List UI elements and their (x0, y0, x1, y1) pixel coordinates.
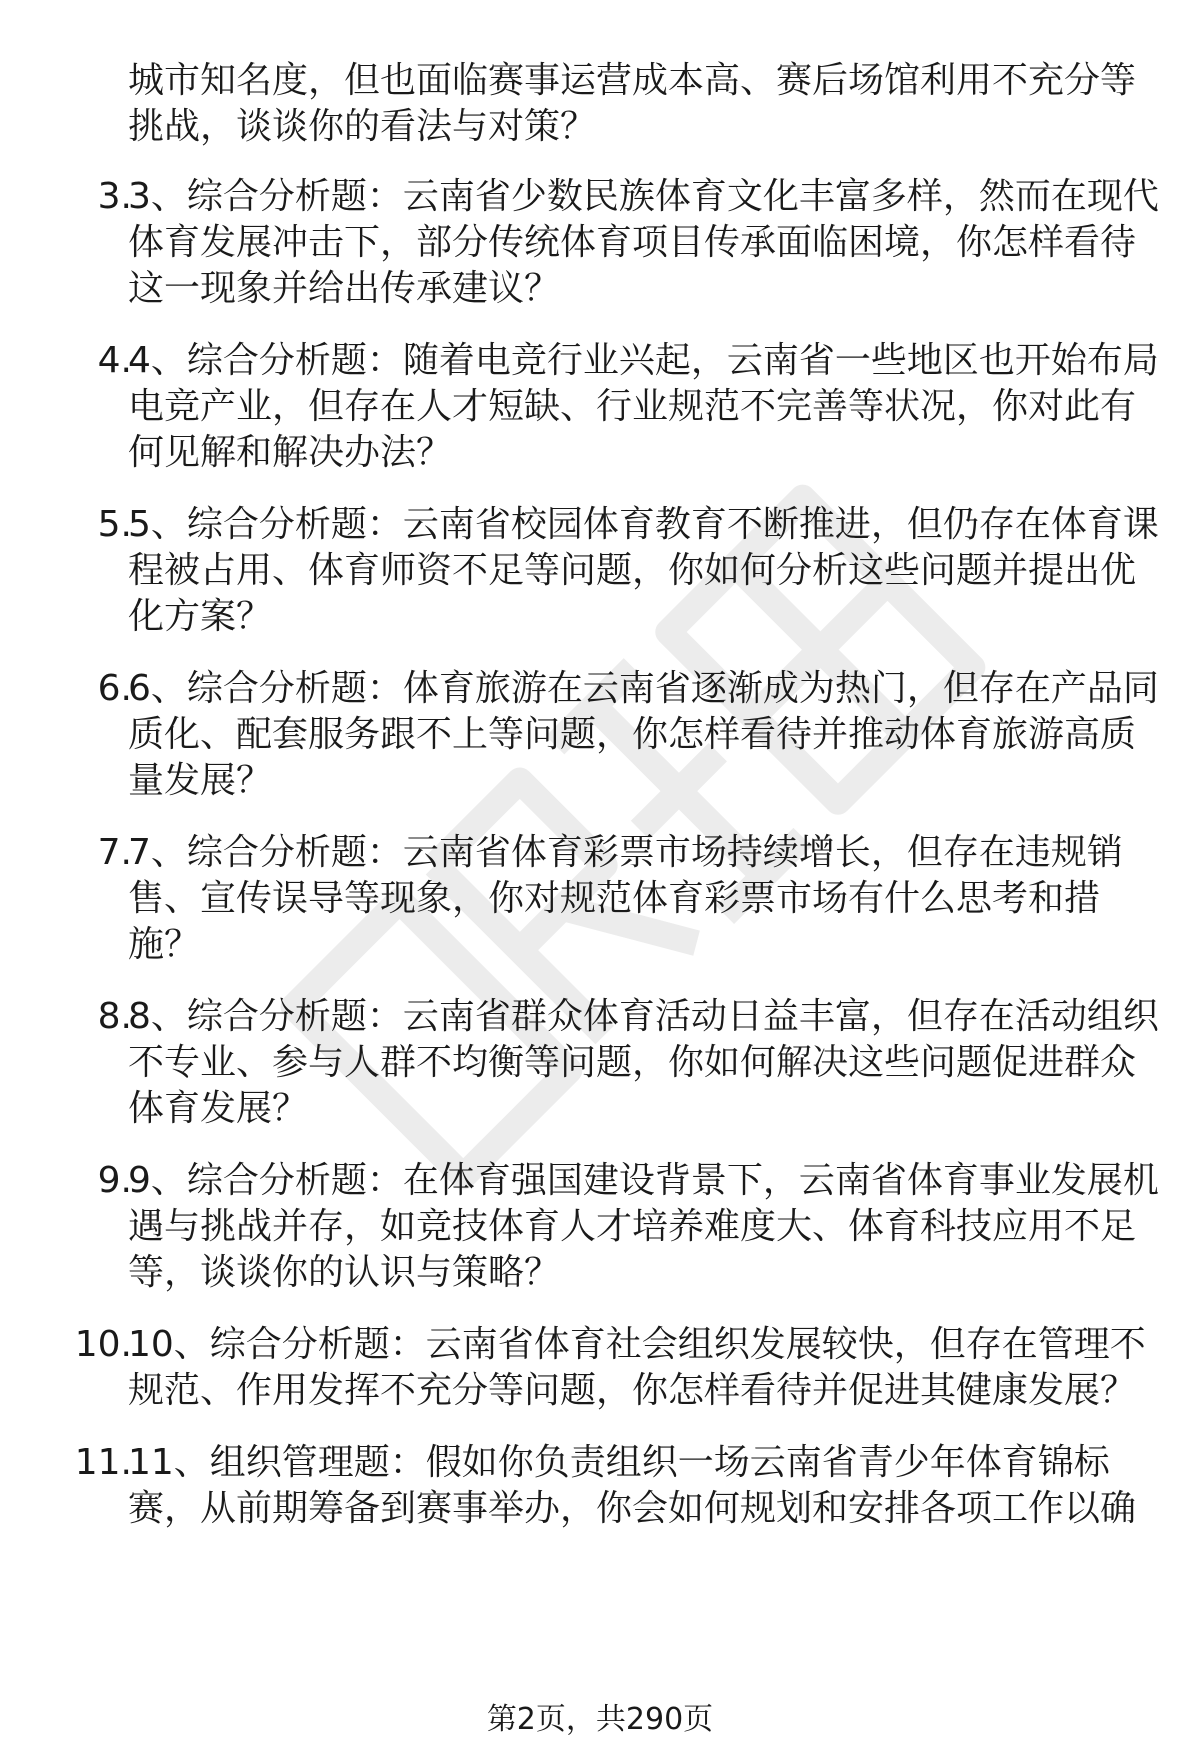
list-item-number: 10. (74, 1324, 132, 1365)
list-item-text: 8、综合分析题：云南省群众体育活动日益丰富，但存在活动组织不专业、参与人群不均衡等问题，你如何解决这些问题促进群众体育发展？ (128, 996, 1159, 1129)
list-item-text: 7、综合分析题：云南省体育彩票市场持续增长，但存在违规销售、宣传误导等现象，你对规范体育彩票市场有什么思考和措施？ (128, 832, 1123, 965)
list-item-text: 3、综合分析题：云南省少数民族体育文化丰富多样，然而在现代体育发展冲击下，部分传统体育项目传承面临困境，你怎样看待这一现象并给出传承建议？ (128, 176, 1159, 309)
list-item-number: 11. (74, 1442, 132, 1483)
list-item-text: 9、综合分析题：在体育强国建设背景下，云南省体育事业发展机遇与挑战并存，如竞技体育人才培养难度大、体育科技应用不足等，谈谈你的认识与策略？ (128, 1160, 1159, 1293)
list-item-number: 8. (97, 996, 132, 1037)
list-item-text: 10、综合分析题：云南省体育社会组织发展较快，但存在管理不规范、作用发挥不充分等问题，你怎样看待并促进其健康发展？ (128, 1324, 1146, 1411)
list-item-number: 7. (97, 832, 132, 873)
list-item-text: 11、组织管理题：假如你负责组织一场云南省青少年体育锦标赛，从前期筹备到赛事举办，你会如何规划和安排各项工作以确 (128, 1442, 1137, 1529)
list-item-text: 5、综合分析题：云南省校园体育教育不断推进，但仍存在体育课程被占用、体育师资不足等问题，你如何分析这些问题并提出优化方案？ (128, 504, 1159, 637)
list-item-number: 3. (97, 176, 132, 217)
page-footer: 第2页，共290页 (486, 1702, 714, 1737)
continuation-paragraph: 城市知名度，但也面临赛事运营成本高、赛后场馆利用不充分等挑战，谈谈你的看法与对策？ (128, 60, 1137, 147)
list-item-text: 4、综合分析题：随着电竞行业兴起，云南省一些地区也开始布局电竞产业，但存在人才短缺、行业规范不完善等状况，你对此有何见解和解决办法？ (128, 340, 1159, 473)
list-item-text: 6、综合分析题：体育旅游在云南省逐渐成为热门，但存在产品同质化、配套服务跟不上等问题，你怎样看待并推动体育旅游高质量发展？ (128, 668, 1159, 801)
list-item-number: 6. (97, 668, 132, 709)
list-item-number: 5. (97, 504, 132, 545)
list-item-number: 9. (97, 1160, 132, 1201)
list-item-number: 4. (97, 340, 132, 381)
